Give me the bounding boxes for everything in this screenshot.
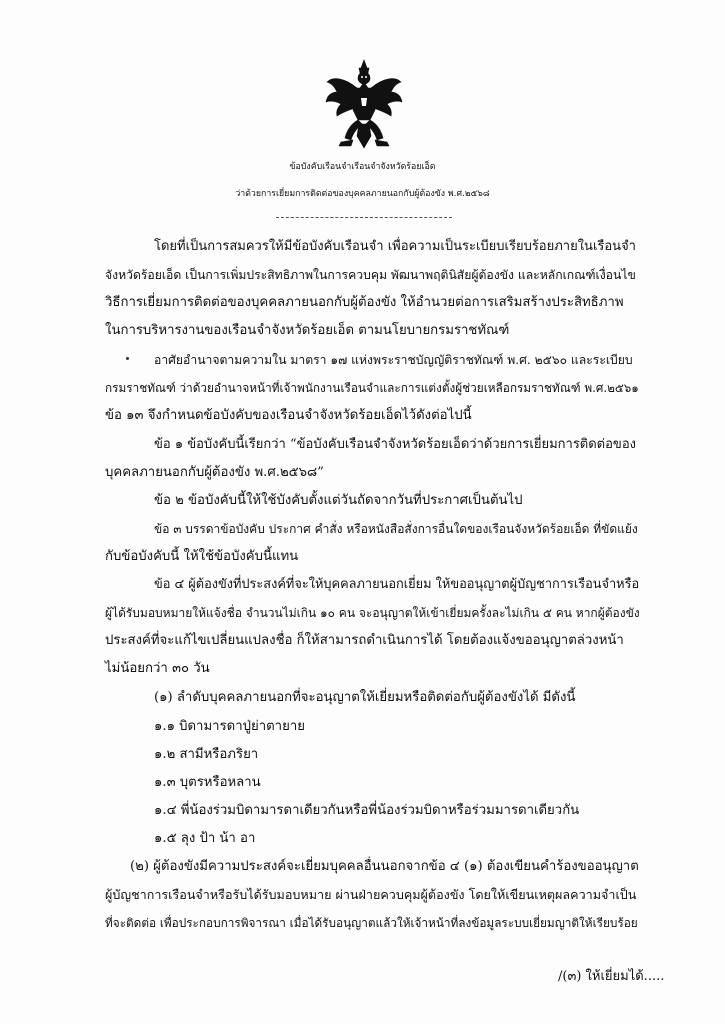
item-line: (๒) ผู้ต้องขังมีความประสงค์จะเยี่ยมบุคคลอื่นนอกจากข้อ ๔ (๑) ต้องเขียนคำร้องขออนุญาต	[130, 859, 639, 874]
garuda-emblem-icon	[323, 58, 405, 150]
clause-line: ผู้ได้รับมอบหมายให้แจ้งชื่อ จำนวนไม่เกิน ๑๐ คน จะอนุญาตให้เข้าเยี่ยมครั้งละไม่เกิน ๕ คน หากผู้ต้องขัง	[105, 606, 640, 620]
list-item: ๑.๑ บิดามารดาปู่ย่าตายาย	[154, 719, 305, 734]
clause-line: ไม่น้อยกว่า ๓๐ วัน	[105, 661, 210, 676]
clause-line: กับข้อบังคับนี้ ให้ใช้ข้อบังคับนี้แทน	[105, 549, 299, 564]
paragraph-line: ข้อ ๑๓ จึงกำหนดข้อบังคับของเรือนจำจังหวัดร้อยเอ็ดไว้ดังต่อไปนี้	[105, 408, 472, 423]
paragraph-line: อาศัยอำนาจตามความใน มาตรา ๑๗ แห่งพระราชบัญญัติราชทัณฑ์ พ.ศ. ๒๕๖๐ และระเบียบ	[154, 353, 633, 367]
paragraph-line: โดยที่เป็นการสมควรให้มีข้อบังคับเรือนจำ เพื่อความเป็นระเบียบเรียบร้อยภายในเรือนจำ	[154, 239, 636, 254]
clause-line: ข้อ ๓ บรรดาข้อบังคับ ประกาศ คำสั่ง หรือหนังสือสั่งการอื่นใดของเรือนจังหวัดร้อยเอ็ด ที่ขัดแย้ง	[154, 522, 638, 536]
title-divider	[276, 217, 452, 218]
paragraph-line: จังหวัดร้อยเอ็ด เป็นการเพิ่มประสิทธิภาพในการควบคุม พัฒนาพฤตินิสัยผู้ต้องขัง และหลักเกณฑ์เงื่อนไข	[105, 268, 636, 282]
list-item: ๑.๔ พี่น้องร่วมบิดามารดาเดียวกันหรือพี่น้องร่วมบิดาหรือร่วมมารดาเดียวกัน	[154, 803, 580, 818]
list-item: ๑.๓ บุตรหรือหลาน	[154, 775, 261, 790]
stray-mark	[126, 357, 129, 360]
document-subtitle: ว่าด้วยการเยี่ยมการติดต่อของบุคคลภายนอกกับผู้ต้องขัง พ.ศ.๒๕๖๘	[235, 189, 490, 199]
continuation-note: /(๓) ให้เยี่ยมได้.....	[558, 969, 665, 984]
clause-line: ข้อ ๒ ข้อบังคับนี้ให้ใช้บังคับตั้งแต่วันถัดจากวันที่ประกาศเป็นต้นไป	[154, 493, 523, 508]
clause-line: ข้อ ๑ ข้อบังคับนี้เรียกว่า “ข้อบังคับเรือนจำจังหวัดร้อยเอ็ดว่าด้วยการเยี่ยมการติดต่อของ	[154, 437, 636, 452]
list-item: ๑.๒ สามีหรือภริยา	[154, 747, 259, 762]
clause-line: บุคคลภายนอกกับผู้ต้องขัง พ.ศ.๒๕๖๘”	[105, 465, 324, 480]
paragraph-line: กรมราชทัณฑ์ ว่าด้วยอำนาจหน้าที่เจ้าพนักงานเรือนจำและการแต่งตั้งผู้ช่วยเหลือกรมราชทัณฑ์ พ.ศ.๒๕๖๑	[105, 381, 639, 395]
paragraph-line: ในการบริหารงานของเรือนจำจังหวัดร้อยเอ็ด ตามนโยบายกรมราชทัณฑ์	[105, 323, 510, 338]
document-title: ข้อบังคับเรือนจำเรือนจำจังหวัดร้อยเอ็ด	[289, 162, 436, 172]
list-item: ๑.๕ ลุง ป้า น้า อา	[154, 831, 256, 846]
item-line: ผู้บัญชาการเรือนจำหรือรับได้รับมอบหมาย ผ่านฝ่ายควบคุมผู้ต้องขัง โดยให้เขียนเหตุผลความจำเป็น	[105, 887, 637, 902]
paragraph-line: วิธีการเยี่ยมการติดต่อของบุคคลภายนอกกับผู้ต้องขัง ให้อำนวยต่อการเสริมสร้างประสิทธิภาพ	[105, 295, 624, 310]
item-line: ที่จะติดต่อ เพื่อประกอบการพิจารณา เมื่อได้รับอนุญาตแล้วให้เจ้าหน้าที่ลงข้อมูลระบบเยี่ยมญาติให้เรียบร้อย	[105, 916, 638, 930]
clause-line: ประสงค์ที่จะแก้ไขเปลี่ยนแปลงชื่อ ก็ให้สามารถดำเนินการได้ โดยต้องแจ้งขออนุญาตล่วงหน้า	[105, 633, 624, 648]
clause-line: ข้อ ๔ ผู้ต้องขังที่ประสงค์ที่จะให้บุคคลภายนอกเยี่ยม ให้ขออนุญาตผู้บัญชาการเรือนจำหรือ	[154, 577, 640, 592]
item-heading: (๑) ลำดับบุคคลภายนอกที่จะอนุญาตให้เยี่ยมหรือติดต่อกับผู้ต้องขังได้ มีดังนี้	[154, 690, 576, 705]
